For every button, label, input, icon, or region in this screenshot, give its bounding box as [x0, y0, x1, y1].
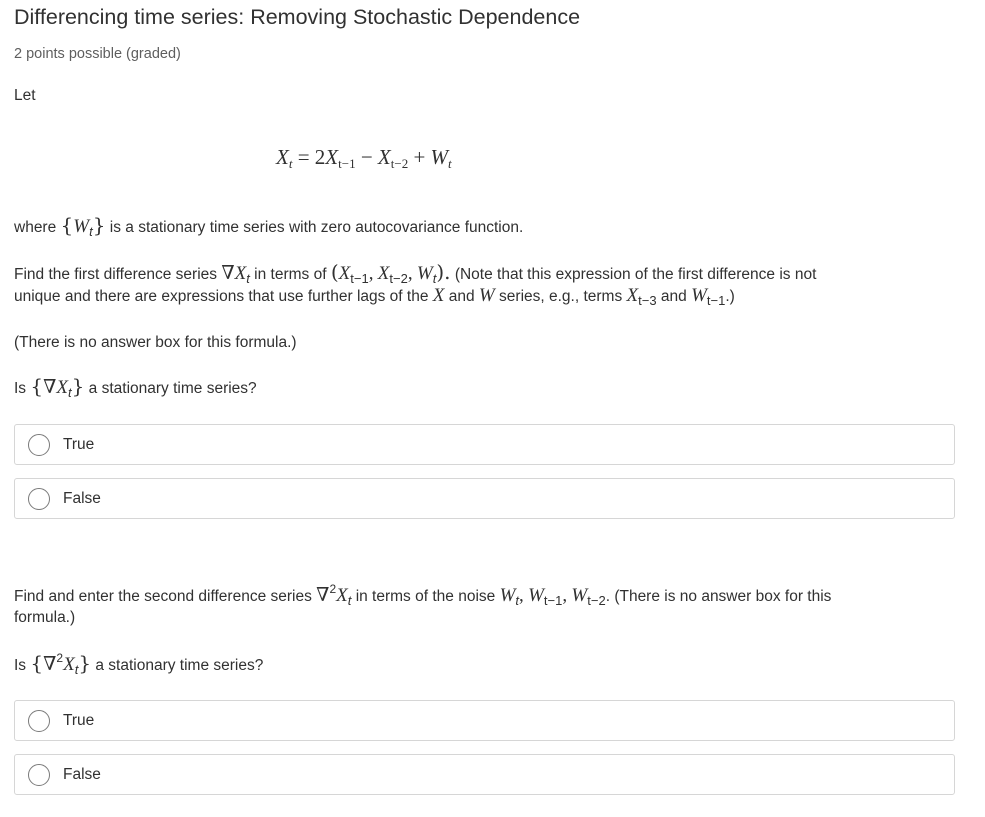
recursion-equation [276, 145, 452, 172]
ff2-X: X [432, 285, 445, 306]
q1-prefix: Is [14, 380, 27, 397]
fs-sup: 2 [329, 582, 337, 596]
fs-w2: W [571, 585, 588, 606]
q1-nabla: ∇ [43, 377, 57, 398]
q1-sub: t [68, 385, 72, 400]
find-second-line2: formula.) [14, 609, 76, 626]
radio-button[interactable] [28, 434, 50, 456]
eq-minus: − [360, 145, 373, 169]
let-text: Let [14, 87, 36, 104]
fs-period: . [605, 588, 610, 605]
fs-comma2: , [562, 585, 568, 606]
ff2-x3: X [626, 285, 639, 306]
eq-term3-sub: t [448, 156, 452, 171]
fs-w1: W [528, 585, 544, 606]
question-1 [14, 374, 257, 400]
ff2-W: W [478, 285, 495, 306]
q2-sub: t [74, 662, 79, 677]
find-first-line2 [14, 285, 735, 308]
fs-text-a: Find and enter the second difference series [14, 588, 312, 605]
radio-button[interactable] [28, 710, 50, 732]
radio-button[interactable] [28, 488, 50, 510]
q2-option-false-label: False [63, 766, 101, 783]
q1-var: X [56, 377, 68, 398]
where-suffix: is a stationary time series with zero autocovariance function. [109, 219, 524, 236]
ff2-text-a: unique and there are expressions that use further lags of the [14, 288, 429, 305]
q1-option-true-label: True [63, 436, 95, 453]
question-2 [14, 651, 263, 677]
ff-w: W [416, 263, 433, 284]
fs-text-b: in terms of the noise [355, 588, 496, 605]
ff-x2-sub: t−2 [389, 271, 408, 286]
eq-equals: = [297, 145, 310, 169]
ff-x2: X [377, 263, 390, 284]
where-var: W [73, 216, 90, 237]
q2-option-true-label: True [63, 712, 95, 729]
where-prefix: where [14, 219, 57, 236]
ff-x1-sub: t−1 [350, 271, 369, 286]
ff2-text-b: series, e.g., terms [499, 288, 623, 305]
q2-sup: 2 [56, 651, 64, 665]
q1-suffix: a stationary time series? [88, 380, 257, 397]
nabla-symbol: ∇ [221, 263, 235, 284]
ff2-x3-sub: t−3 [638, 293, 657, 308]
where-text [14, 213, 523, 239]
eq-term3: W [430, 145, 449, 169]
points-label: 2 points possible (graded) [14, 46, 181, 62]
ff-comma1: , [368, 263, 374, 284]
fs-w1-sub: t−1 [543, 593, 563, 608]
where-open-brace: { [60, 213, 74, 237]
ff-var: X [234, 263, 247, 284]
q2-close-brace: } [78, 651, 92, 675]
where-close-brace: } [92, 213, 106, 237]
ff-text-c: (Note that this expression of the first difference is not [454, 266, 817, 283]
eq-x-sub: t [288, 156, 293, 171]
eq-term2-sub: t−2 [390, 156, 409, 171]
find-second-line1 [14, 582, 831, 608]
no-answer-box-note: (There is no answer box for this formula.) [14, 334, 297, 351]
eq-plus: + [413, 145, 426, 169]
ff-x1: X [338, 263, 351, 284]
ff-text-b: in terms of [254, 266, 327, 283]
eq-term1: X [325, 145, 339, 169]
ff-text-a: Find the first difference series [14, 266, 218, 283]
ff2-w1-sub: t−1 [706, 293, 726, 308]
q2-option-true[interactable] [14, 700, 955, 741]
problem-title: Differencing time series: Removing Stochastic Dependence [14, 5, 581, 29]
fs-w0: W [499, 585, 516, 606]
q1-close-brace: } [71, 374, 85, 398]
where-sub: t [89, 224, 93, 239]
ff-tuple-close: ). [436, 260, 451, 284]
ff2-end: .) [725, 288, 735, 305]
eq-term1-sub: t−1 [338, 156, 356, 171]
ff2-w1: W [691, 285, 707, 306]
fs-comma1: , [519, 585, 524, 606]
find-first-line1 [14, 260, 816, 286]
q1-open-brace: { [30, 374, 44, 398]
q1-option-false[interactable] [14, 478, 955, 519]
fs-nabla: ∇ [316, 585, 330, 606]
eq-x: X [276, 145, 289, 169]
radio-button[interactable] [28, 764, 50, 786]
fs-text-c: (There is no answer box for this [614, 588, 832, 605]
q2-nabla: ∇ [43, 654, 57, 675]
q2-suffix: a stationary time series? [95, 657, 264, 674]
ff2-and2: and [660, 288, 687, 305]
ff2-and1: and [448, 288, 475, 305]
eq-coef: 2 [314, 145, 326, 169]
fs-var: X [336, 585, 348, 606]
q2-option-false[interactable] [14, 754, 955, 795]
fs-w0-sub: t [515, 593, 520, 608]
ff-tuple-open: ( [330, 260, 339, 284]
q1-option-false-label: False [63, 490, 101, 507]
q2-open-brace: { [30, 651, 44, 675]
fs-sub: t [347, 593, 352, 608]
ff-sub: t [246, 271, 250, 286]
q1-option-true[interactable] [14, 424, 955, 465]
ff-comma2: , [407, 263, 413, 284]
fs-w2-sub: t−2 [587, 593, 606, 608]
q2-prefix: Is [14, 657, 27, 674]
ff-w-sub: t [432, 271, 437, 286]
eq-term2: X [377, 145, 391, 169]
q2-var: X [63, 654, 75, 675]
